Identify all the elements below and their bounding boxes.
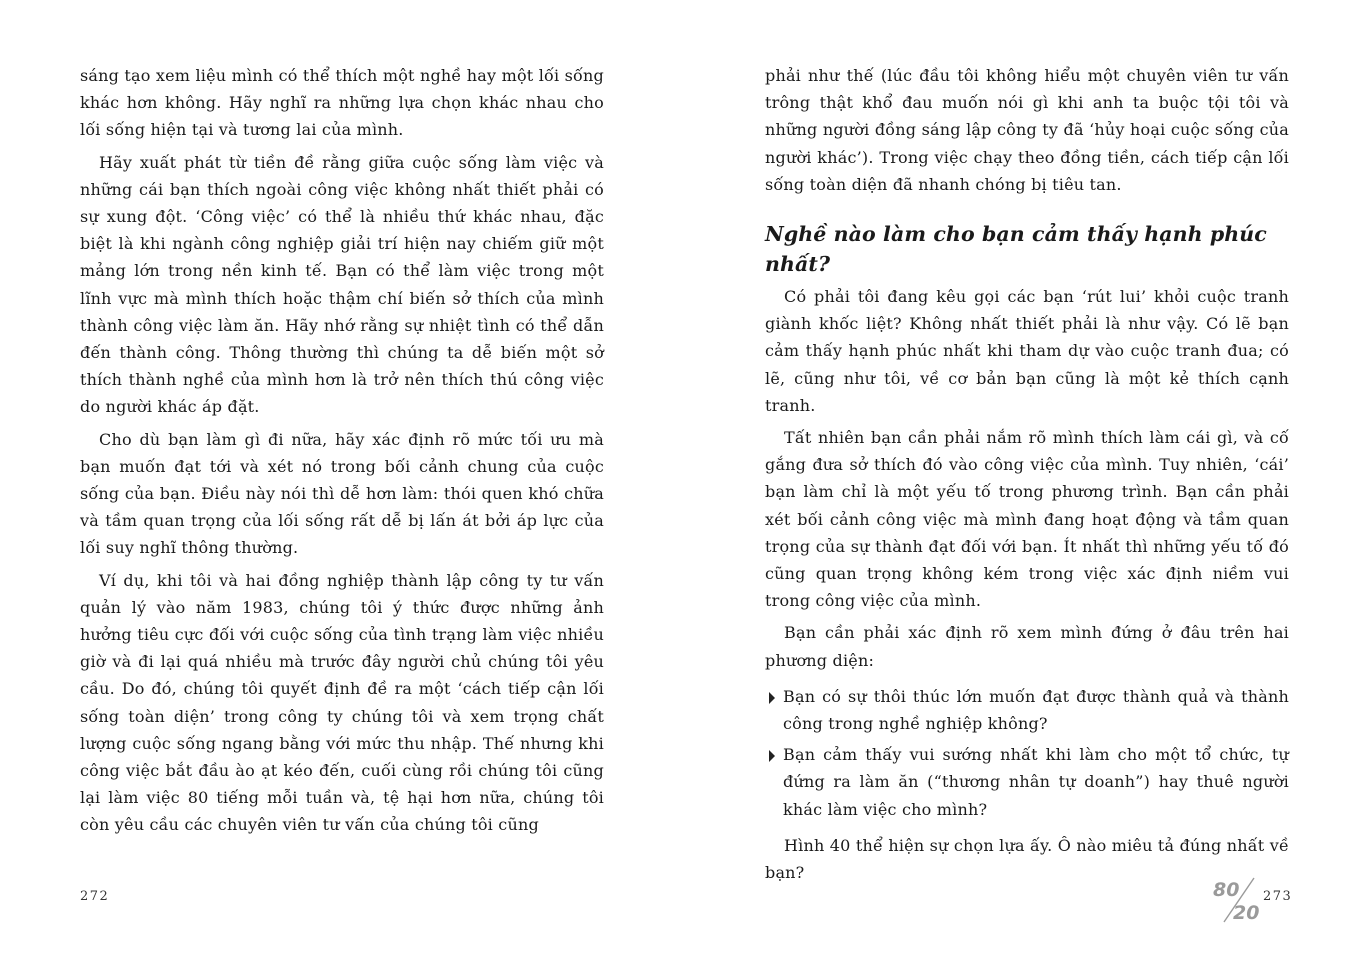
- logo-top-text: 80: [1213, 879, 1240, 901]
- triangle-bullet-icon: [769, 750, 775, 762]
- bullet-text: Bạn có sự thôi thúc lớn muốn đạt được thành quả và thành công trong nghề nghiệp không?: [783, 686, 1289, 734]
- left-page: [80, 62, 604, 844]
- left-paragraph-1: sáng tạo xem liệu mình có thể thích một nghề hay một lối sống khác hơn không. Hãy nghĩ ra những lựa chọn khác nhau cho lối sống hiện tại và tương lai của mình.: [80, 66, 604, 140]
- section-heading: Nghề nào làm cho bạn cảm thấy hạnh phúc nhất?: [765, 222, 1267, 277]
- right-page: [765, 62, 1289, 891]
- bullet-text: Bạn cảm thấy vui sướng nhất khi làm cho một tổ chức, tự đứng ra làm ăn (“thương nhân tự doanh”) hay thuê người khác làm việc cho mình?: [783, 745, 1289, 819]
- left-paragraph-3: Cho dù bạn làm gì đi nữa, hãy xác định rõ mức tối ưu mà bạn muốn đạt tới và xét nó trong bối cảnh chung của cuộc sống của bạn. Điều này nói thì dễ hơn làm: thói quen khó chữa và tầm quan trọng của lối sống rất dễ bị lấn át bởi áp lực của lối suy nghĩ thông thường.: [80, 429, 604, 558]
- right-continuation-paragraph: phải như thế (lúc đầu tôi không hiểu một chuyên viên tư vấn trông thật khổ đau muốn nói gì khi anh ta buộc tội tôi và những người đồng sáng lập công ty đã ‘hủy hoại cuộc sống của người khác’). Trong việc chạy theo đồng tiền, cách tiếp cận lối sống toàn diện đã nhanh chóng bị tiêu tan.: [765, 66, 1289, 194]
- bullet-item: [765, 741, 1289, 823]
- triangle-bullet-icon: [769, 692, 775, 704]
- eighty-twenty-logo-icon: [1212, 876, 1262, 924]
- right-paragraph-3: Bạn cần phải xác định rõ xem mình đứng ở đâu trên hai phương diện:: [765, 623, 1289, 670]
- bullet-list: [765, 683, 1289, 823]
- closing-paragraph: Hình 40 thể hiện sự chọn lựa ấy. Ô nào miêu tả đúng nhất về bạn?: [765, 835, 1289, 883]
- left-paragraph-4: Ví dụ, khi tôi và hai đồng nghiệp thành lập công ty tư vấn quản lý vào năm 1983, chúng tôi ý thức được những ảnh hưởng tiêu cực đối với cuộc sống của tình trạng làm việc nhiều giờ và đi lại quá nhiều mà trước đây người chủ chúng tôi yêu cầu. Do đó, chúng tôi quyết định đề ra một ‘cách tiếp cận lối sống toàn diện’ trong công ty chúng tôi và xem trọng chất lượng cuộc sống ngang bằng với mức thu nhập. Thế nhưng khi công việc bắt đầu ào ạt kéo đến, cuối cùng rồi chúng tôi cũng lại làm việc 80 tiếng mỗi tuần và, tệ hại hơn nữa, chúng tôi còn yêu cầu các chuyên viên tư vấn của chúng tôi cũng: [80, 570, 604, 835]
- bullet-item: [765, 683, 1289, 737]
- page-number-left: 272: [80, 889, 110, 904]
- right-paragraph-1: Có phải tôi đang kêu gọi các bạn ‘rút lui’ khỏi cuộc tranh giành khốc liệt? Không nhất thiết phải là như vậy. Có lẽ bạn cảm thấy hạnh phúc nhất khi tham dự vào cuộc tranh đua; có lẽ, cũng như tôi, về cơ bản bạn cũng là một kẻ thích cạnh tranh.: [765, 287, 1289, 415]
- page-number-right: 273: [1263, 889, 1293, 904]
- right-paragraph-2: Tất nhiên bạn cần phải nắm rõ mình thích làm cái gì, và cố gắng đưa sở thích đó vào công việc của mình. Tuy nhiên, ‘cái’ bạn làm chỉ là một yếu tố trong phương trình. Bạn cần phải xét bối cảnh công việc mà mình đang hoạt động và tầm quan trọng của sự thành đạt đối với bạn. Ít nhất thì những yếu tố đó cũng quan trọng không kém trong việc xác định niềm vui trong công việc của mình.: [765, 428, 1289, 611]
- logo-bottom-text: 20: [1233, 902, 1260, 924]
- left-paragraph-2: Hãy xuất phát từ tiền đề rằng giữa cuộc sống làm việc và những cái bạn thích ngoài công việc không nhất thiết phải có sự xung đột. ‘Công việc’ có thể là nhiều thứ khác nhau, đặc biệt là khi ngành công nghiệp giải trí hiện nay chiếm giữ một mảng lớn trong nền kinh tế. Bạn có thể làm việc trong một lĩnh vực mà mình thích hoặc thậm chí biến sở thích của mình thành công việc làm ăn. Hãy nhớ rằng sự nhiệt tình có thể dẫn đến thành công. Thông thường thì chúng ta dễ biến một sở thích thành nghề của mình hơn là trở nên thích thú công việc do người khác áp đặt.: [80, 152, 604, 417]
